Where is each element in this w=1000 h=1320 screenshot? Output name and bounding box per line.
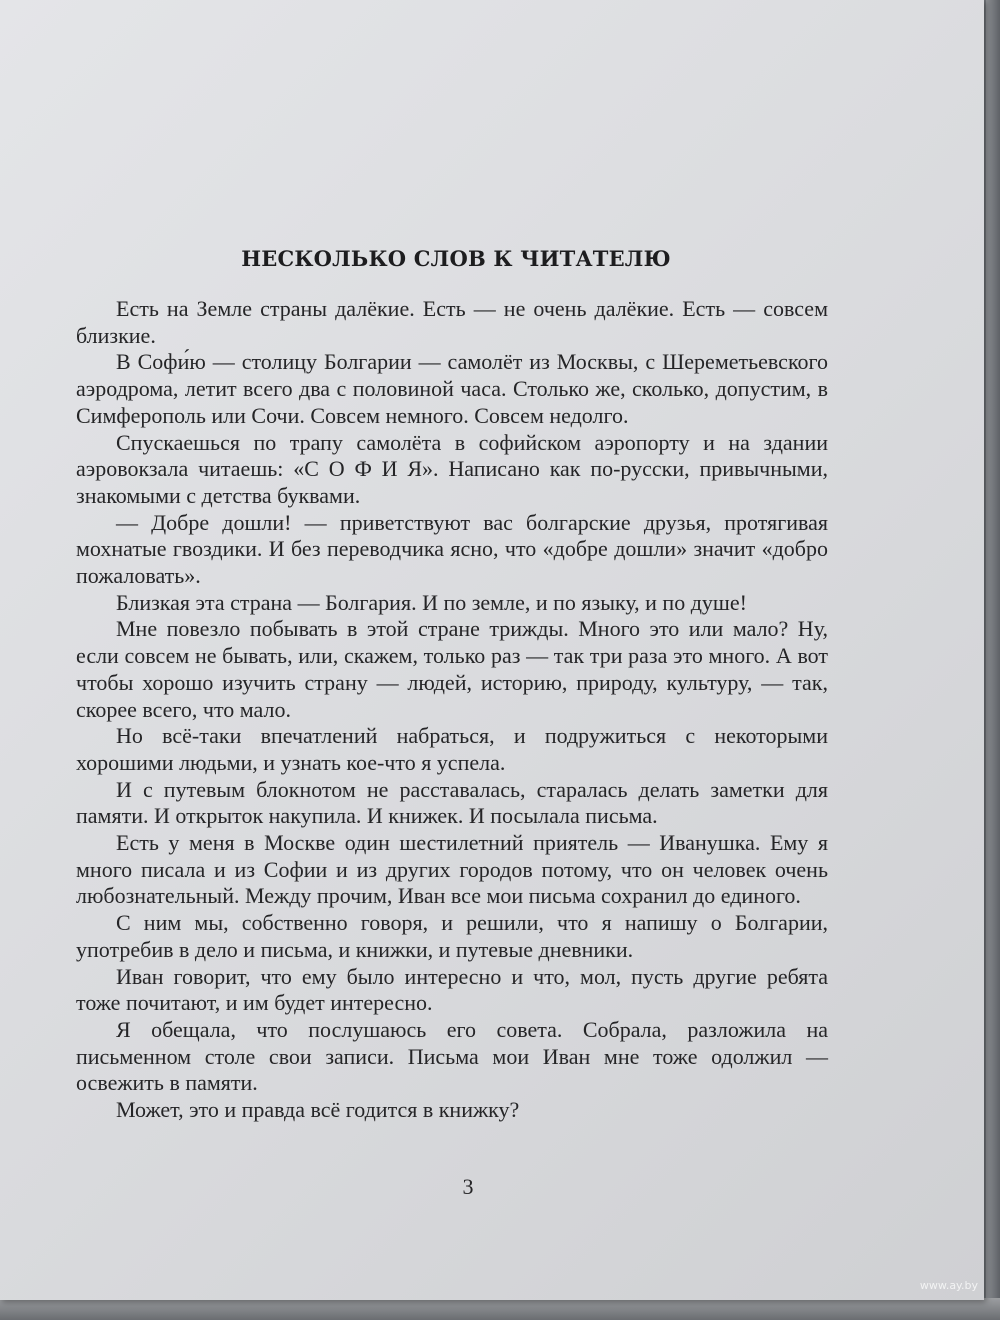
watermark-text: www.ay.by xyxy=(919,1279,978,1292)
paragraph: Я обещала, что послушаюсь его совета. Собрала, разложила на письменном столе свои записи. Письма мои Иван мне тоже одолжил — освежить в памяти. xyxy=(76,1016,828,1096)
paragraph: Мне повезло побывать в этой стране трижды. Много это или мало? Ну, если совсем не бывать, или, скажем, только раз — так три раза это много. А вот чтобы хорошо изучить страну — людей, историю, природу, культуру, — так, скорее всего, что мало. xyxy=(76,616,828,722)
background-edge-right xyxy=(986,0,1000,1320)
paragraph: Может, это и правда всё годится в книжку? xyxy=(116,1097,520,1123)
paragraph: Есть у меня в Москве один шестилетний приятель — Иванушка. Ему я много писала и из Софии и из других городов потому, что он человек очень любознательный. Между прочим, Иван все мои письма сохранил до единого. xyxy=(76,830,828,909)
paragraph: И с путевым блокнотом не расставалась, старалась делать заметки для памяти. И открыток накупила. И книжек. И посылала письма. xyxy=(76,776,828,829)
paragraph: — Добре дошли! — приветствуют вас болгарские друзья, протягивая мохнатые гвоздики. И без переводчика ясно, что «добре дошли» значит «добро пожаловать». xyxy=(76,509,828,589)
body-text xyxy=(76,296,828,1124)
paragraph: В Софи́ю — столицу Болгарии — самолёт из Москвы, с Шереметьевского аэродрома, летит всего два с половиной часа. Столько же, сколько, допустим, в Симферополь или Сочи. Совсем немного. Совсем недолго. xyxy=(76,349,828,428)
page-title: НЕСКОЛЬКО СЛОВ К ЧИТАТЕЛЮ xyxy=(241,246,671,271)
paragraph: Но всё-таки впечатлений набраться, и подружиться с некоторыми хорошими людьми, и узнать кое-что я успела. xyxy=(76,723,828,775)
page-number: 3 xyxy=(462,1174,474,1199)
paragraph: Есть на Земле страны далёкие. Есть — не очень далёкие. Есть — совсем близкие. xyxy=(76,296,828,348)
paragraph: Иван говорит, что ему было интересно и что, мол, пусть другие ребята тоже почитают, и им будет интересно. xyxy=(76,963,828,1016)
paragraph: Спускаешься по трапу самолёта в софийском аэропорту и на здании аэровокзала читаешь: «С О Ф И Я». Написано как по-русски, привычными, знакомыми с детства буквами. xyxy=(76,429,828,508)
background-edge-bottom xyxy=(0,1298,1000,1320)
paragraph: Близкая эта страна — Болгария. И по земле, и по языку, и по душе! xyxy=(116,589,747,615)
paragraph: С ним мы, собственно говоря, и решили, что я напишу о Болгарии, употребив в дело и письма, и книжки, и путевые дневники. xyxy=(76,910,828,962)
